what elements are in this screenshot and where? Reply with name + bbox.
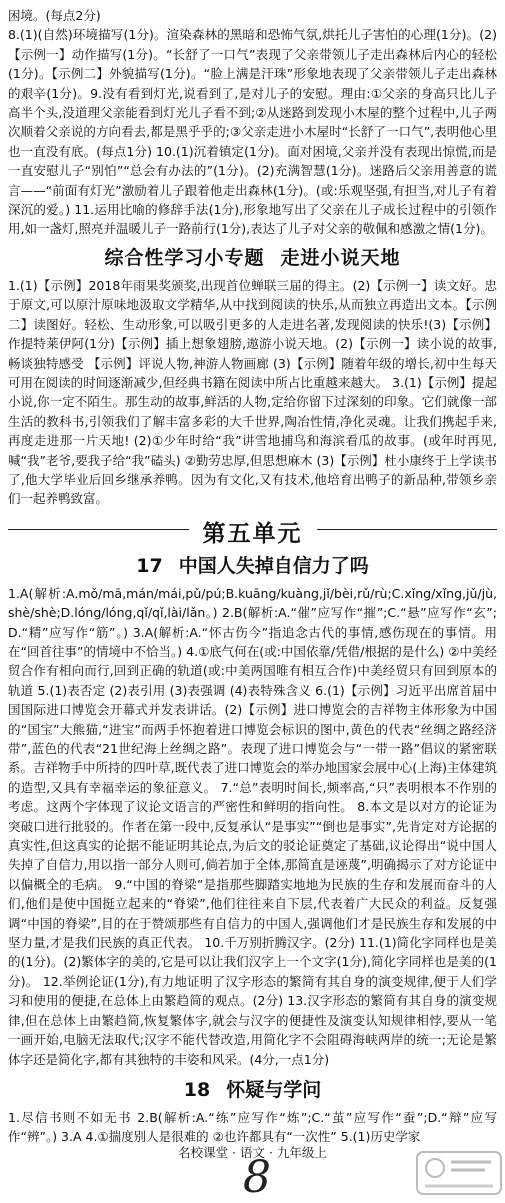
answer-paragraph: 1.(1)【示例】2018年雨果奖颁奖,出现首位蝉联三届的得主。(2)【示例一】读文好。忠于原文,可以原汁原味地汲取文学精华,从中找到阅读的快乐,从而独立再造出文本。【示例二】读图好。轻松、生动形象,可以吸引更多的人走进名著,发现阅读的快乐!(3)【示例】作提特莱伊阿(1分)【示例】插上想象翅膀,遨游小说天地。(2)【示例一】读小说的故事,畅谈独特感受 【示例】评说人物,神游人物画廊 (3)【示例】随着年级的增长,初中生每天可用在阅读的时间逐渐减少,但经典书籍在阅读中所占比重越来越大。 3.(1)【示例】提起小说,你一定不陌生。那生动的故事,鲜活的人物,定给你留下过深刻的印象。它们就像一部生活的教科书,引领我们了解丰富多彩的大千世界,陶冶性情,净化灵魂。让我们携起手来,再度走进那一片天地! (2)①少年时给“我”讲雪地捕鸟和海滨看瓜的故事。(或年时再见,喊“我”老爷,要我子给“我”磕头) ②勤劳忠厚,但思想麻木 (3)【示例】杜小康终于上学读书了,他大学毕业后回乡继承养鸭。因为有文化,又有技术,他培育出鸭子的新品种,带领乡亲们一起养鸭致富。	[8, 277, 497, 507]
section-title-main: 综合性学习小专题	[104, 246, 265, 269]
unit-header	[8, 515, 497, 545]
lesson-18-title	[8, 1075, 497, 1102]
answer-paragraph: 1.尽信书则不如无书 2.B(解析:A.“练”应写作“炼”;C.“茧”应写作“蚕”;D.“辩”应写作“辨”。) 3.A 4.①揣度别人是很难的 ②也许都具有“一次性” 5.(1)历史学家	[8, 1109, 497, 1145]
lesson-number: 18	[183, 1078, 211, 1101]
answer-paragraph: 1.A(解析:A.mǒ/mā,mán/mái,pǔ/pú;B.kuāng/kuàng,jǐ/bèi,rǔ/rù;C.xǐng/xǐng,jǔ/jù,shè/shè;D.lóng/lóng,qǐ/qǐ,lài/lǎn。) 2.B(解析:A.“催”应写作“摧”;C.“悬”应写作“玄”;D.“精”应写作“筋”。) 3.A(解析:A.“怀古伤今”指追念古代的事情,感伤现在的事情。用在“回首往事”的情境中不恰当。) 4.①底气何在(或:中国依靠/凭借/根据的是什么) ②中美经贸合作有相向而行,回到正确的轨道(或:中美两国唯有相互合作)中美经贸只有回到原本的轨道 5.(1)表否定 (2)表引用 (3)表强调 (4)表特殊含义 6.(1)【示例】习近平出席首届中国国际进口博览会开幕式并发表讲话。(2)【示例】进口博览会的吉祥物主体形象为中国的“国宝”大熊猫,“进宝”而两手怀抱着进口博览会标识的图中,黄色的代表“丝绸之路经济带”,蓝色的代表“21世纪海上丝绸之路”。表现了进口博览会与“一带一路”倡议的紧密联系。吉祥物手中所持的四叶草,既代表了进口博览会的举办地国家会展中心(上海)主体建筑的造型,又具有幸福幸运的象征意义。 7.“总”表明时间长,频率高,“只”表明根本不作别的考虑。这两个字体现了议论文语言的严密性和鲜明的指向性。 8.本文是以对方的论证为突破口进行批驳的。作者在第一段中,反复承认“是事实”“倒也是事实”,先肯定对方论据的真实性,但这真实的论据不能证明其论点,为后文的驳论证奠定了基础,议论得出“说中国人失掉了自信力,用以指一部分人则可,倘若加于全体,那简直是诬蔑”,明确揭示了对方论证中以偏概全的毛病。 9.“中国的脊梁”是指那些脚踏实地地为民族的生存和发展而奋斗的人们,他们是使中国挺立起来的“脊梁”,他们往往来自下层,代表着广大民众的利益。反复强调“中国的脊梁”,目的在于赞颂那些有自信力的中国人,强调他们才是民族生存和发展的中坚力量,才是我们民族的真正代表。 10.千万别折腾汉字。(2分) 11.(1)简化字同样也是美的(1分)。(2)繁体字的美的,它是可以让我们汉字上一个文字(1分),简化字同样也是美的(1分)。 12.举例论证(1分),有力地证明了汉字形态的繁简有其自身的演变规律,便于人们学习和使用的便捷,在总体上由繁趋简的观点。(2分) 13.汉字形态的繁简有其自身的演变规律,但在总体上由繁趋简,恢复繁体字,就会与汉字的便捷性及演变认知规律相悖,要从一笔一画开始,电脑无法取代;汉字不能代替改造,用简化字不会阻碍海峡两岸的统一;无论是繁体字还是简化字,都有其独特的丰姿和风采。(4分,一点1分)	[8, 585, 497, 1067]
section-title-sub: 走进小说天地	[280, 246, 401, 269]
handwritten-page-number: 8	[243, 1152, 271, 1203]
answer-paragraph: 8.(1)(自然)环境描写(1分)。渲染森林的黑暗和恐怖气氛,烘托儿子害怕的心理(1分)。(2)【示例一】动作描写(1分)。“长舒了一口气”表现了父亲带领儿子走出森林后内心的轻松(1分)。【示例二】外貌描写(1分)。“脸上满是汗珠”形象地表现了父亲带领儿子走出森林的艰辛(1分)。9.没有看到灯光,说看到了,是对儿子的安慰。理由:①父亲的身高只比儿子高半个头,没道理父亲能看到灯光儿子看不到;②从迷路到发现小木屋的整个过程中,儿子两次顺着父亲说的方向看去,都是黑乎乎的;③父亲走进小木屋时“长舒了一口气”,表明他心里也一直没有底。(每点1分) 10.(1)沉着镇定(1分)。面对困境,父亲并没有表现出惊慌,而是一直安慰儿子“别怕”“总会有办法的”(1分)。(2)充满智慧(1分)。迷路后父亲用善意的谎言——“前面有灯光”激励着儿子跟着他走出森林(1分)。(或:乐观坚强,有担当,对儿子有着深沉的爱。) 11.运用比喻的修辞手法(1分),形象地写出了父亲在儿子成长过程中的引领作用,如一盏灯,照亮并温暖儿子一路前行(1分),表达了儿子对父亲的敬佩和感激之情(1分)。	[8, 27, 497, 237]
page-content	[8, 6, 497, 1147]
answer-paragraph: 困境。(每点2分)	[8, 8, 101, 23]
lesson-number: 17	[136, 554, 163, 577]
lesson-name: 中国人失掉自信力了吗	[178, 554, 369, 577]
lesson-17-title	[8, 551, 497, 578]
lesson-name: 怀疑与学问	[226, 1078, 322, 1101]
page-footer: 名校课堂 · 语文 · 九年级上	[178, 1145, 327, 1160]
watermark-logo	[415, 1148, 503, 1198]
section-title	[8, 243, 497, 270]
unit-title: 第五单元	[189, 515, 317, 548]
